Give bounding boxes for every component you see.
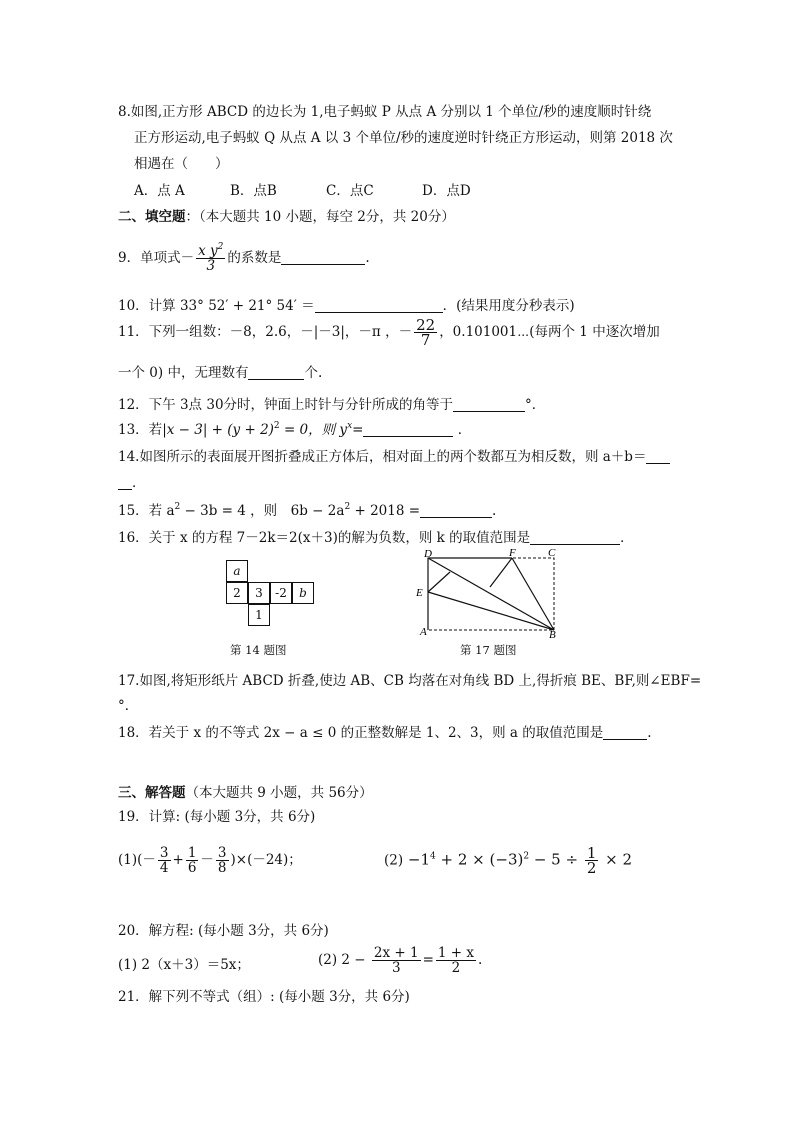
label-c: C [548, 547, 556, 559]
q20-p2-frac2: $\frac{1 + x}{2}$ [437, 945, 475, 976]
cube-cell-neg2: -2 [270, 582, 292, 604]
q8-line1: 8.如图,正方形 ABCD 的边长为 1,电子蚂蚁 P 从点 A 分别以 1 个单位/秒的速度顺时针绕 [118, 104, 652, 120]
q13-eq: = 0，则 y [279, 422, 348, 438]
cube-cell-1: 1 [248, 604, 270, 626]
q20-part2: (2) 2 − $\frac{2x + 1}{3}$ = $\frac{1 + x}{2}$ . [318, 945, 483, 976]
q9-answer-blank[interactable] [281, 250, 365, 265]
q21-title: 21．解下列不等式（组）: (每小题 3分，共 6分) [118, 989, 410, 1005]
q15-tail: + 2018 = [350, 503, 421, 519]
q18-end: . [647, 725, 652, 741]
fold-edge-e [428, 572, 450, 592]
q16-answer-blank[interactable] [530, 530, 620, 545]
q16-end: ． [620, 530, 634, 546]
q13-suffix: = [352, 422, 364, 438]
q13-expr: |x − 3| + (y + 2) [162, 422, 274, 438]
q18-text: 18．若关于 x 的不等式 2x − a ≤ 0 的正整数解是 1、2、3，则 a 的取值范围是 [118, 725, 604, 741]
q11-line2-suffix: 个. [304, 365, 323, 381]
q9-prefix: 9．单项式－ [118, 250, 195, 266]
q12-suffix: °． [525, 397, 546, 413]
q13-answer-blank[interactable] [363, 422, 453, 437]
q11-prefix: 11．下列一组数：－8，2.6，－|－3|，－π ，－ [118, 324, 413, 340]
q17-line2 [118, 697, 138, 715]
q12-answer-blank[interactable] [453, 397, 525, 412]
q8-line2: 正方形运动,电子蚂蚁 Q 从点 A 以 3 个单位/秒的速度逆时针绕正方形运动，则第 2018 次 [134, 130, 673, 146]
q14-answer-blank[interactable] [646, 449, 670, 464]
q8-option-d: D．点D [422, 183, 471, 199]
q15-prefix: 15．若 a [118, 503, 175, 519]
figure17-diagram [412, 545, 562, 640]
q15-end: . [492, 503, 497, 519]
q9-fraction [196, 244, 225, 273]
q14-line2 [118, 474, 146, 492]
q15-answer-blank[interactable] [420, 503, 492, 518]
q19-title: 19．计算: (每小题 3分，共 6分) [118, 809, 316, 825]
fold-edge-f [490, 558, 512, 587]
q11-line2-prefix: 一个 0) 中，无理数有 [118, 365, 249, 381]
q8-line3: 相遇在（ ） [134, 156, 229, 172]
q19-p1-frac1: $\frac{3}{4}$ [159, 845, 169, 876]
q11-answer-blank[interactable] [248, 365, 304, 380]
q10-answer-blank[interactable] [315, 298, 443, 313]
q8-option-b: B．点B [230, 183, 277, 199]
figure14-caption: 第 14 题图 [230, 643, 287, 657]
q13-end: ． [457, 422, 472, 438]
cube-cell-2: 2 [226, 582, 248, 604]
q14-line1 [118, 448, 670, 466]
q17-line1: 17.如图,将矩形纸片 ABCD 折叠,使边 AB、CB 均落在对角线 BD 上,得折痕 BE、BF,则∠EBF= [118, 673, 702, 689]
q19-p1-frac2: $\frac{1}{6}$ [187, 845, 197, 876]
q19-p2-label: (2) [384, 852, 404, 869]
label-b: B [549, 629, 556, 640]
q13-y-exp: x [347, 421, 353, 431]
q19-p1-label: (1) [118, 852, 138, 868]
q18-answer-blank[interactable] [603, 725, 647, 740]
q15-exp1: 2 [174, 502, 181, 512]
cube-cell-a: a [226, 560, 248, 582]
q9-num-sup: 2 [217, 242, 224, 252]
q11-suffix: ，0.101001⋯(每两个 1 中逐次增加 [439, 324, 660, 340]
label-d: D [424, 548, 432, 560]
q19-part1: (1)(－ $\frac{3}{4}$ + $\frac{1}{6}$ － $\frac{3}{8}$ )×(－24)； [118, 845, 302, 876]
q19-p1-open: (－ [137, 852, 156, 868]
diagonal-bd [428, 558, 554, 630]
q15-mid: − 3b = 4 ，则 6b − 2a [180, 503, 345, 519]
q9-num: x y [198, 243, 218, 259]
section2-desc: ：（本大题共 10 小题，每空 2分，共 20分） [185, 209, 455, 225]
q10-text: 10．计算 33° 52′ + 21° 54′ ＝ [118, 298, 315, 314]
q19-part2: $(2) -1^4 + 2 \times (-3)^2 - 5$ ÷ $\frac{1}{2}$ × 2 [384, 844, 633, 877]
q19-p1-frac3: $\frac{3}{8}$ [217, 845, 227, 876]
cube-cell-3: 3 [248, 582, 270, 604]
q13 [118, 421, 471, 439]
q11-den: 7 [420, 331, 431, 349]
q11-fraction [414, 318, 437, 347]
q16-text: 16．关于 x 的方程 7－2k＝2(x＋3)的解为负数，则 k 的取值范围是 [118, 530, 531, 546]
q10 [118, 297, 575, 315]
q9: 9．单项式－ $\frac{x y^2}{3}$ 的系数是 . [118, 242, 370, 274]
label-f: F [509, 547, 516, 559]
q10-suffix: ．(结果用度分秒表示) [442, 298, 575, 314]
q20-title: 20．解方程: (每小题 3分，共 6分) [118, 923, 329, 939]
q17-end: °． [118, 698, 139, 714]
q12 [118, 396, 545, 414]
q8-option-a: A．点 A [134, 183, 185, 199]
q19-p2-frac: $\frac{1}{2}$ [586, 844, 597, 877]
label-e: E [416, 587, 423, 599]
section2-title: 二、填空题 [118, 209, 186, 225]
q18 [118, 724, 652, 742]
q14-end: ． [132, 475, 146, 491]
q11-line2 [118, 364, 322, 382]
q20-p2-frac1: $\frac{2x + 1}{3}$ [373, 945, 419, 976]
q13-prefix: 13．若 [118, 422, 163, 438]
q9-suffix: 的系数是 [227, 250, 282, 266]
label-a: A [420, 626, 427, 638]
section3-heading [118, 784, 373, 802]
q12-text: 12．下午 3点 30分时，钟面上时针与分针所成的角等于 [118, 397, 454, 413]
q20-part1: (1) 2（x＋3）＝5x； [118, 957, 250, 973]
cube-cell-b: b [292, 582, 314, 604]
section2-heading [118, 208, 455, 226]
q8-options [134, 182, 518, 200]
q15 [118, 502, 496, 520]
q9-den: 3 [206, 258, 216, 274]
q15-exp2: 2 [344, 502, 351, 512]
q11-line1 [118, 318, 660, 347]
q14-text: 14.如图所示的表面展开图折叠成正方体后，相对面上的两个数都互为相反数，则 a＋b＝ [118, 449, 647, 465]
q14-answer-blank-cont[interactable] [118, 475, 132, 490]
q8-option-c: C．点C [326, 183, 374, 199]
section3-title: 三、解答题 [118, 785, 186, 801]
q13-exp: 2 [273, 421, 280, 431]
figure17-caption: 第 17 题图 [460, 643, 517, 657]
q11-num: 22 [416, 316, 436, 334]
section3-desc: （本大题共 9 小题，共 56分） [185, 785, 373, 801]
